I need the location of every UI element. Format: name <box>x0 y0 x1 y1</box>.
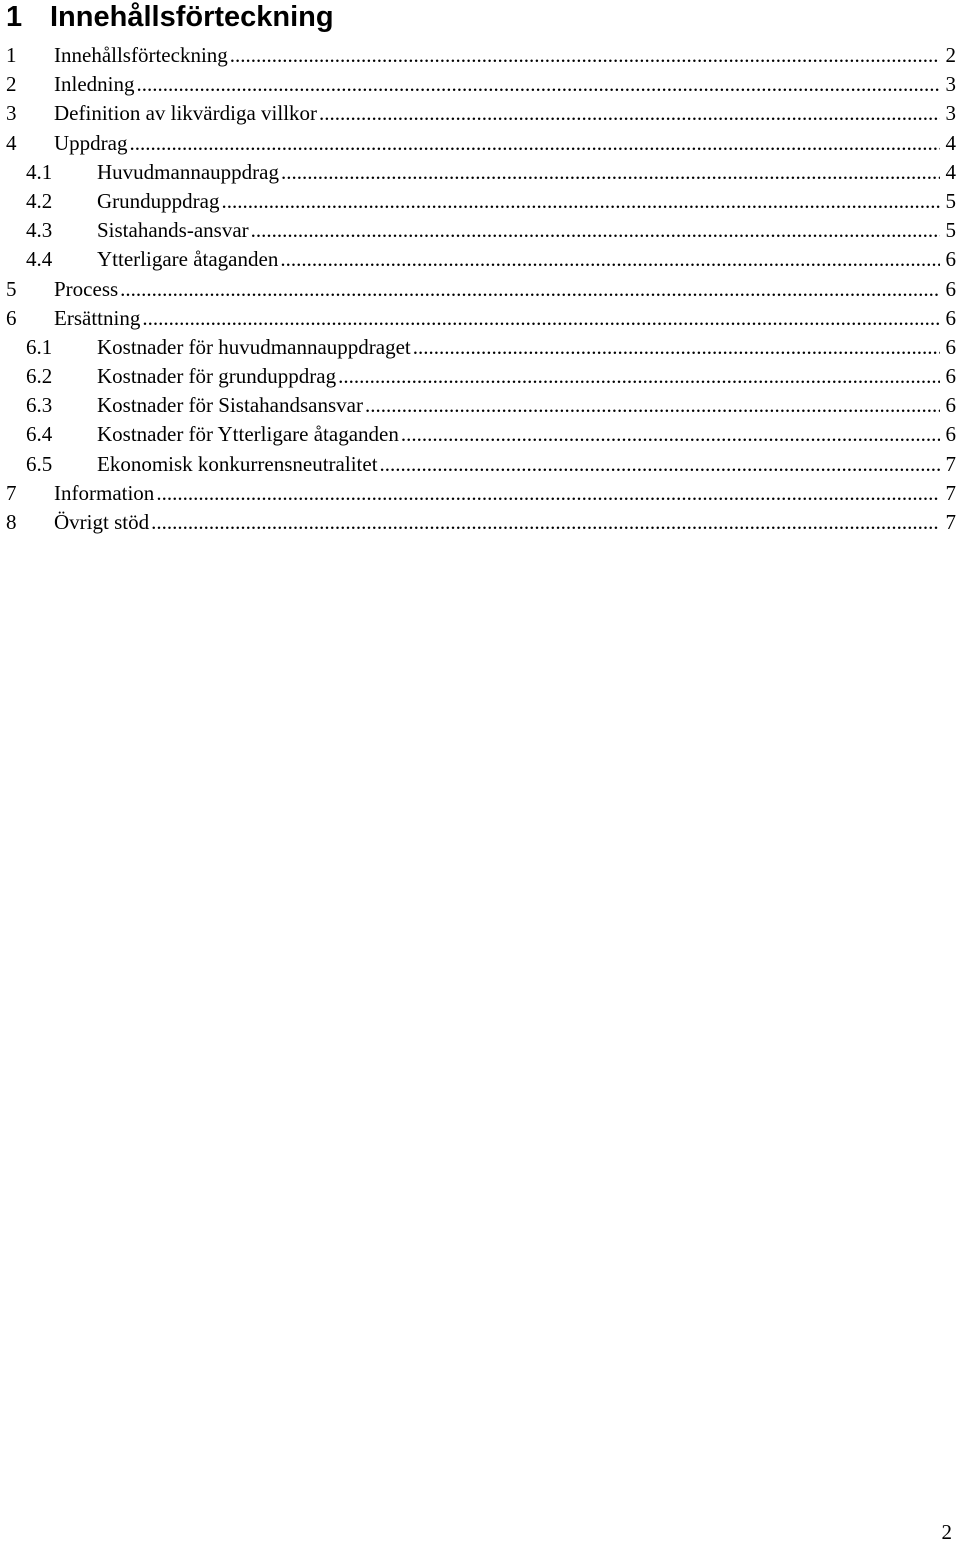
toc-entry-title: Process <box>54 275 118 304</box>
toc-entry-page: 6 <box>940 362 960 391</box>
toc-entry-number: 5 <box>6 275 54 304</box>
toc-entry-title: Grunduppdrag <box>97 187 219 216</box>
toc-entry-6[interactable] <box>6 304 960 333</box>
toc-entry-page: 6 <box>940 304 960 333</box>
toc-heading <box>6 0 334 34</box>
toc-entry-title: Huvudmannauppdrag <box>97 158 279 187</box>
toc-entry-title: Innehållsförteckning <box>54 41 228 70</box>
toc-entry-title: Kostnader för Sistahandsansvar <box>97 391 363 420</box>
toc-entry-number: 4.3 <box>26 216 97 245</box>
toc-entry-7[interactable] <box>6 479 960 508</box>
toc-entry-page: 3 <box>940 70 960 99</box>
toc-entry-page: 3 <box>940 99 960 128</box>
toc-entry-number: 2 <box>6 70 54 99</box>
toc-entry-title: Uppdrag <box>54 129 127 158</box>
toc-entry-6-2[interactable] <box>6 362 960 391</box>
toc-entry-page: 5 <box>940 216 960 245</box>
toc-entry-page: 5 <box>940 187 960 216</box>
toc-entry-3[interactable] <box>6 99 960 128</box>
toc-entry-page: 7 <box>940 479 960 508</box>
toc-entry-number: 3 <box>6 99 54 128</box>
toc-entry-number: 6.4 <box>26 420 97 449</box>
toc-leader-dots <box>317 99 939 128</box>
toc-entry-page: 2 <box>940 41 960 70</box>
toc-entry-4-2[interactable] <box>6 187 960 216</box>
toc-entry-title: Sistahands-ansvar <box>97 216 249 245</box>
toc-entry-page: 6 <box>940 420 960 449</box>
toc-entry-number: 6.5 <box>26 450 97 479</box>
toc-leader-dots <box>378 450 940 479</box>
toc-leader-dots <box>228 41 940 70</box>
toc-leader-dots <box>118 275 939 304</box>
toc-entry-number: 4 <box>6 129 54 158</box>
toc-leader-dots <box>279 158 940 187</box>
toc-entry-number: 7 <box>6 479 54 508</box>
toc-entry-title: Definition av likvärdiga villkor <box>54 99 317 128</box>
toc-entry-page: 6 <box>940 333 960 362</box>
page-number: 2 <box>942 1520 953 1544</box>
toc-entry-number: 8 <box>6 508 54 537</box>
toc-entry-title: Övrigt stöd <box>54 508 149 537</box>
toc-leader-dots <box>411 333 940 362</box>
toc-entry-6-1[interactable] <box>6 333 960 362</box>
toc-entry-6-5[interactable] <box>6 450 960 479</box>
toc-entry-page: 6 <box>940 391 960 420</box>
toc-entry-4[interactable] <box>6 129 960 158</box>
toc-entry-8[interactable] <box>6 508 960 537</box>
toc-heading-number: 1 <box>6 0 50 34</box>
toc-entry-title: Ytterligare åtaganden <box>97 245 278 274</box>
toc-entry-page: 4 <box>940 158 960 187</box>
toc-entry-1[interactable] <box>6 41 960 70</box>
toc-entry-title: Kostnader för huvudmannauppdraget <box>97 333 411 362</box>
toc-entry-number: 6.2 <box>26 362 97 391</box>
toc-entry-2[interactable] <box>6 70 960 99</box>
toc-entry-4-1[interactable] <box>6 158 960 187</box>
toc-entry-number: 6 <box>6 304 54 333</box>
toc-entry-title: Kostnader för grunduppdrag <box>97 362 336 391</box>
toc-entry-number: 4.2 <box>26 187 97 216</box>
toc-entry-title: Ekonomisk konkurrensneutralitet <box>97 450 378 479</box>
toc-heading-title: Innehållsförteckning <box>50 1 334 33</box>
toc-entry-6-4[interactable] <box>6 420 960 449</box>
toc-entry-number: 6.1 <box>26 333 97 362</box>
toc-entry-title: Inledning <box>54 70 134 99</box>
table-of-contents <box>6 41 960 537</box>
toc-entry-4-4[interactable] <box>6 245 960 274</box>
toc-leader-dots <box>127 129 939 158</box>
toc-leader-dots <box>278 245 939 274</box>
toc-entry-6-3[interactable] <box>6 391 960 420</box>
toc-leader-dots <box>149 508 939 537</box>
toc-entry-number: 4.4 <box>26 245 97 274</box>
toc-entry-5[interactable] <box>6 275 960 304</box>
toc-entry-number: 4.1 <box>26 158 97 187</box>
toc-leader-dots <box>336 362 939 391</box>
toc-entry-title: Ersättning <box>54 304 140 333</box>
toc-entry-title: Information <box>54 479 154 508</box>
toc-entry-page: 6 <box>940 245 960 274</box>
toc-leader-dots <box>154 479 939 508</box>
toc-entry-page: 7 <box>940 508 960 537</box>
toc-leader-dots <box>363 391 940 420</box>
toc-entry-page: 4 <box>940 129 960 158</box>
toc-leader-dots <box>249 216 940 245</box>
toc-entry-number: 6.3 <box>26 391 97 420</box>
toc-entry-number: 1 <box>6 41 54 70</box>
toc-entry-4-3[interactable] <box>6 216 960 245</box>
toc-leader-dots <box>134 70 939 99</box>
toc-leader-dots <box>399 420 940 449</box>
toc-entry-page: 7 <box>940 450 960 479</box>
toc-leader-dots <box>219 187 939 216</box>
toc-entry-title: Kostnader för Ytterligare åtaganden <box>97 420 399 449</box>
toc-entry-page: 6 <box>940 275 960 304</box>
toc-leader-dots <box>140 304 939 333</box>
